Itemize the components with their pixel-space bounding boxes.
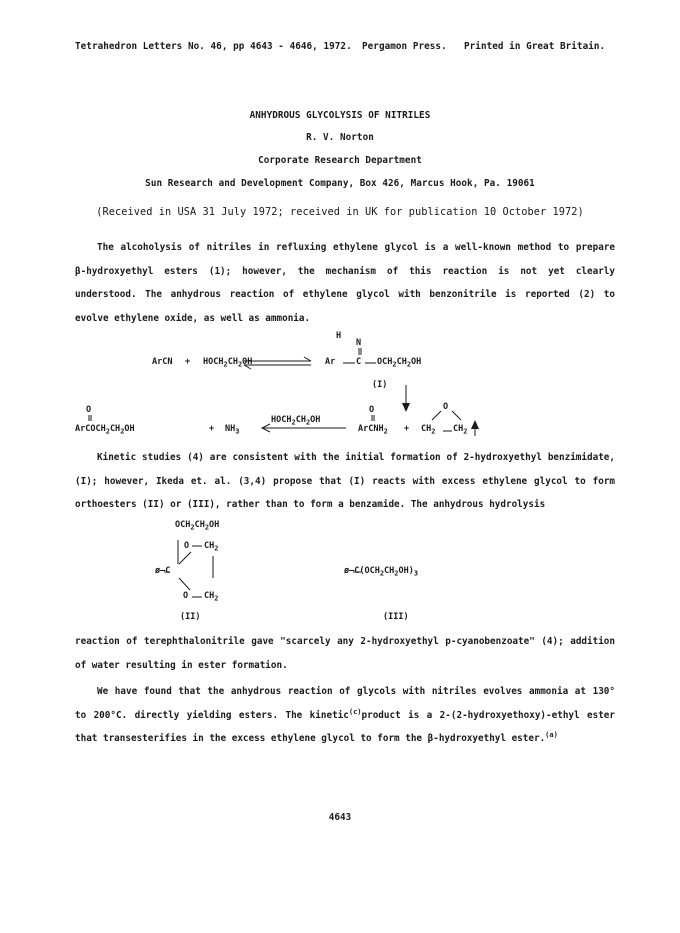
amide-carbonyl-o: O bbox=[369, 405, 375, 415]
received-dates: (Received in USA 31 July 1972; received in UK for publication 10 October 1972) bbox=[96, 206, 584, 218]
reactant-ethylene-glycol: $HOCH_2CH_2OH$ bbox=[203, 357, 253, 369]
paper-title: ANHYDROUS GLYCOLYSIS OF NITRILES bbox=[249, 110, 431, 121]
label-compound-I: (I) bbox=[372, 380, 388, 390]
product-ester: $ArCOCH_2CH_2OH$ bbox=[75, 424, 135, 436]
imino-h: H bbox=[336, 331, 342, 341]
plus-sign-3: + bbox=[404, 424, 410, 434]
epoxide-ch2-right: $CH_2$ bbox=[453, 424, 468, 436]
plus-sign: + bbox=[185, 357, 191, 367]
footnote-c: (c) bbox=[348, 707, 362, 716]
journal-citation: Tetrahedron Letters No. 46, pp 4643 - 4646, 1972. bbox=[75, 41, 352, 52]
paragraph-4-text: We have found that the anhydrous reaction of glycols with nitriles evolves ammonia at 130° to 200°C. directly yielding esters. The kinetic$^{(c)}$product is a 2-(2-hydroxyethoxy)-ethyl ester that transesterifies in the excess ethylene glycol to form the β-hydroxyethyl ester.$^{(a)}$ bbox=[75, 686, 615, 744]
epoxide-o: O bbox=[443, 402, 449, 412]
ii-ring-o-top: O bbox=[184, 541, 190, 551]
ii-ring-ch2-top: $CH_2$ bbox=[204, 541, 219, 553]
paragraph-1-text: The alcoholysis of nitriles in refluxing ethylene glycol is a well-known method to prepare β-hydroxyethyl esters (1); however, the mechanism of this reaction is not yet clearly understood. The anhydrous reaction of ethylene glycol with benzonitrile is reported (2) to evolve ethylene oxide, as well as ammonia. bbox=[75, 242, 615, 324]
ii-ring-o-bottom: O bbox=[183, 591, 189, 601]
product-c: C bbox=[356, 357, 362, 367]
imino-n: N bbox=[356, 338, 362, 348]
ester-carbonyl-o: O bbox=[86, 405, 92, 415]
reactant-benzonitrile: ArCN bbox=[152, 357, 173, 367]
epoxide-ch2-left: $CH_2$ bbox=[421, 424, 436, 436]
product-och2ch2oh: $OCH_2CH_2OH$ bbox=[377, 357, 422, 369]
paragraph-2-text: Kinetic studies (4) are consistent with the initial formation of 2-hydroxyethyl benzimidate, (I); however, Ikeda et. al. (3,4) propose that (I) reacts with excess ethylene glycol to form orthoesters (II) or (III), rather than to form a benzamide. The anhydrous hydrolysis bbox=[75, 452, 615, 510]
paragraph-3 bbox=[75, 630, 615, 677]
footnote-a: (a) bbox=[545, 730, 558, 739]
department: Corporate Research Department bbox=[258, 155, 422, 166]
label-compound-III: (III) bbox=[383, 612, 409, 622]
product-ar: Ar bbox=[325, 357, 336, 367]
label-compound-II: (II) bbox=[180, 612, 201, 622]
iii-formula: $ø—C(OCH_2CH_2OH)_3$ bbox=[344, 566, 419, 578]
product-ammonia: $NH_3$ bbox=[225, 424, 240, 436]
publisher: Pergamon Press. bbox=[362, 41, 447, 52]
paragraph-3-text: reaction of terephthalonitrile gave "scarcely any 2-hydroxyethyl p-cyanobenzoate" (4); addition of water resulting in ester formation. bbox=[75, 636, 615, 671]
ii-ring-ch2-bottom: $CH_2$ bbox=[204, 591, 219, 603]
ii-phenyl-c: ø—C bbox=[155, 566, 171, 576]
page-number: 4643 bbox=[328, 812, 352, 823]
ii-top-och2ch2oh: $OCH_2CH_2OH$ bbox=[175, 520, 220, 532]
arrow-reagent-glycol: $HOCH_2CH_2OH$ bbox=[271, 415, 321, 427]
printed-in: Printed in Great Britain. bbox=[464, 41, 606, 52]
paragraph-4 bbox=[75, 680, 615, 751]
benzamide: ArCNH$_2$ bbox=[358, 424, 388, 436]
plus-sign-2: + bbox=[209, 424, 215, 434]
company-address: Sun Research and Development Company, Box 426, Marcus Hook, Pa. 19061 bbox=[145, 178, 535, 189]
author: R. V. Norton bbox=[306, 132, 374, 143]
